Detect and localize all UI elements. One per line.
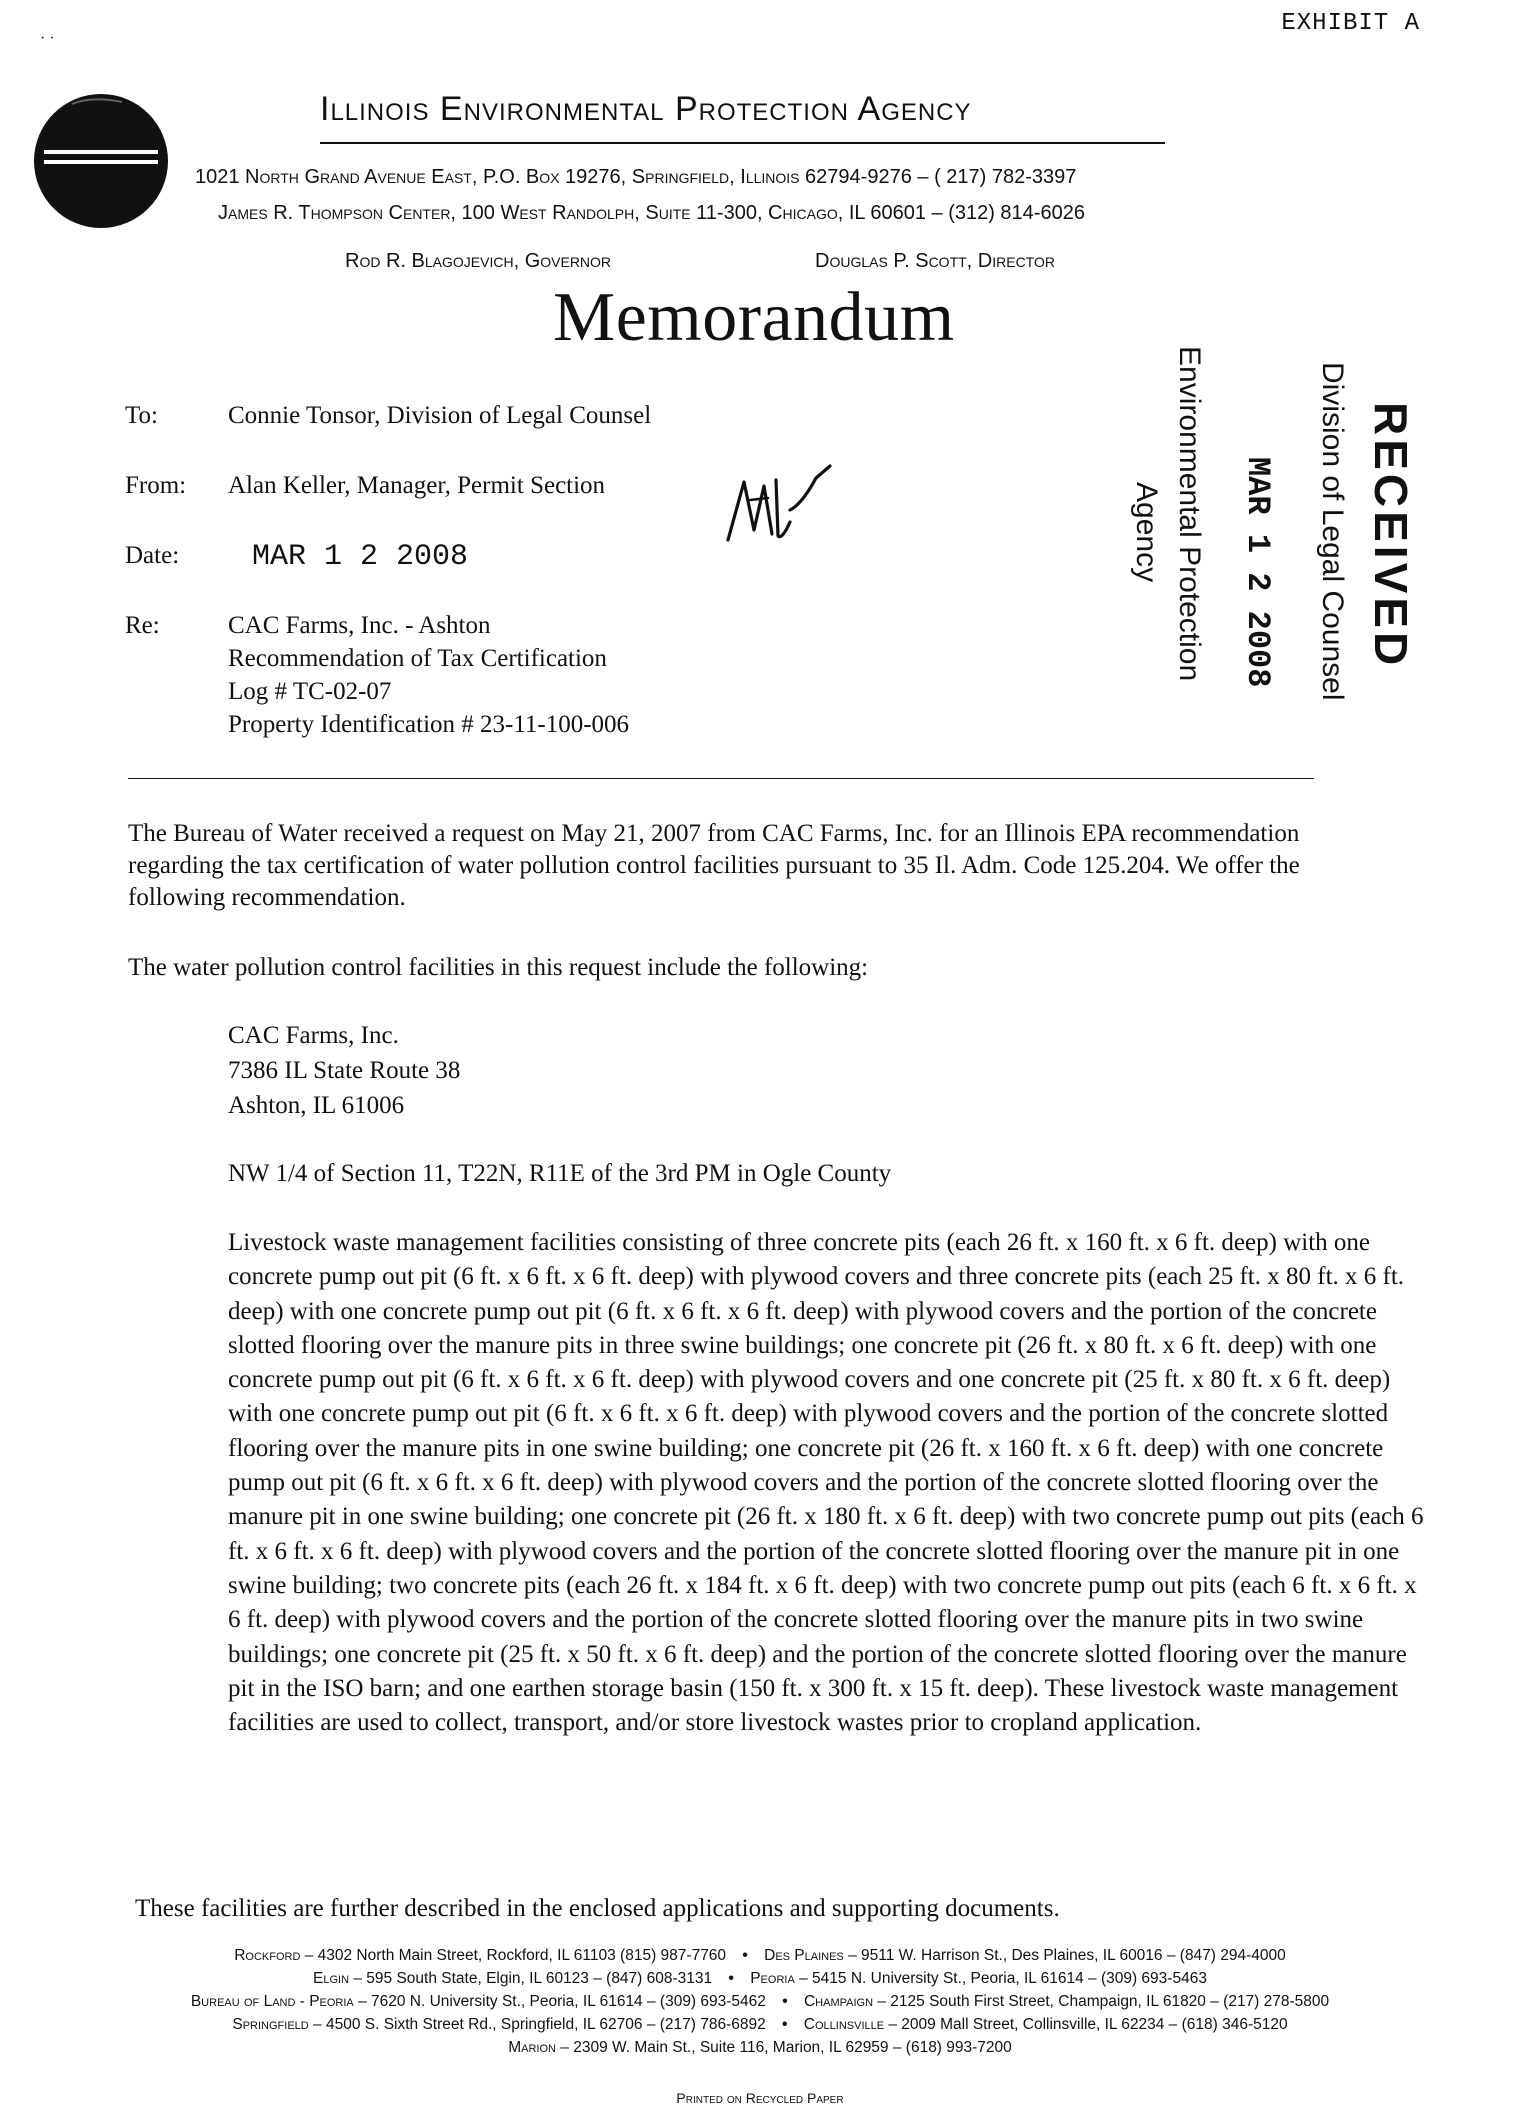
- office-address: – 2309 W. Main St., Suite 116, Marion, IL 62959 – (618) 993-7200: [555, 2039, 1012, 2056]
- governor-name: Rod R. Blagojevich, Governor: [345, 250, 612, 272]
- received-stamp-title: RECEIVED: [1365, 402, 1417, 670]
- bullet-separator: •: [728, 1970, 734, 1987]
- office-name: Springfield: [232, 2016, 309, 2033]
- office-address: – 9511 W. Harrison St., Des Plaines, IL 60016 – (847) 294-4000: [843, 1947, 1286, 1964]
- office-name: Peoria: [750, 1970, 795, 1987]
- re-label: Re:: [125, 612, 160, 639]
- exhibit-label: EXHIBIT A: [1281, 10, 1420, 37]
- received-stamp-agency: Environmental Protection: [1173, 346, 1206, 682]
- memo-title: Memorandum: [553, 279, 955, 356]
- footer-line: [0, 2036, 1520, 2059]
- scan-marks: · ·: [40, 30, 55, 47]
- office-name: Rockford: [234, 1947, 301, 1964]
- from-value: Alan Keller, Manager, Permit Section: [228, 472, 606, 499]
- agency-name: Illinois Environmental Protection Agency: [320, 90, 972, 128]
- footer-line: [0, 1944, 1520, 1967]
- printed-on-recycled-paper: Printed on Recycled Paper: [676, 2090, 844, 2106]
- site-street: 7386 IL State Route 38: [228, 1057, 461, 1084]
- site-city: Ashton, IL 61006: [228, 1092, 405, 1119]
- facility-description: Livestock waste management facilities consisting of three concrete pits (each 26 ft. x 160 ft. x 6 ft. deep) with one concrete pump out pit (6 ft. x 6 ft. x 6 ft. deep) with plywood covers and three concrete pits (each 25 ft. x 80 ft. x 6 ft. deep) with one concrete pump out pit (6 ft. x 6 ft. x 6 ft. deep) with plywood covers and the portion of the concrete slotted flooring over the manure pits in three swine buildings; one concrete pit (26 ft. x 80 ft. x 6 ft. deep) with one concrete pump out pit (6 ft. x 6 ft. x 6 ft. deep) with plywood covers and one concrete pit (25 ft. x 80 ft. x 6 ft. deep) with one concrete pump out pit (6 ft. x 6 ft. x 6 ft. deep) with plywood covers and the portion of the concrete slotted flooring over the manure pits in one swine building; one concrete pit (26 ft. x 160 ft. x 6 ft. deep) with one concrete pump out pit (6 ft. x 6 ft. x 6 ft. deep) with plywood covers and the portion of the concrete slotted flooring over the manure pit in one swine building; one concrete pit (26 ft. x 180 ft. x 6 ft. deep) with two concrete pump out pits (each 6 ft. x 6 ft. x 6 ft. deep) with plywood covers and the portion of the concrete slotted flooring over the manure pit in one swine building; two concrete pits (each 26 ft. x 184 ft. x 6 ft. deep) with two concrete pump out pits (each 6 ft. x 6 ft. x 6 ft. deep) with plywood covers and the portion of the concrete slotted flooring over the manure pits in two swine buildings; one concrete pit (25 ft. x 50 ft. x 6 ft. deep) and the portion of the concrete slotted flooring over the manure pit in the ISO barn; and one earthen storage basin (150 ft. x 300 ft. x 15 ft. deep). These livestock waste management facilities are used to collect, transport, and/or store livestock wastes prior to cropland application.: [228, 1229, 1424, 1737]
- office-address: – 4302 North Main Street, Rockford, IL 61103 (815) 987-7760: [300, 1947, 727, 1964]
- office-address: – 5415 N. University St., Peoria, IL 61614 – (309) 693-5463: [794, 1970, 1207, 1987]
- received-stamp-agency: Agency: [1130, 482, 1163, 583]
- received-stamp-division: Division of Legal Counsel: [1316, 362, 1349, 701]
- to-value: Connie Tonsor, Division of Legal Counsel: [228, 402, 652, 429]
- date-label: Date:: [125, 542, 180, 569]
- re-subject-line: CAC Farms, Inc. - Ashton: [228, 612, 491, 639]
- intro-paragraph: The Bureau of Water received a request on May 21, 2007 from CAC Farms, Inc. for an Illinois EPA recommendation regarding the tax certification of water pollution control facilities pursuant to 35 Il. Adm. Code 125.204. We offer the following recommendation.: [128, 820, 1300, 911]
- footer-line: [0, 1990, 1520, 2013]
- office-name: Collinsville: [803, 2016, 885, 2033]
- director-name: Douglas P. Scott, Director: [815, 250, 1055, 272]
- bullet-separator: •: [782, 2016, 788, 2033]
- re-subject-line: Property Identification # 23-11-100-006: [228, 711, 630, 738]
- date-stamp-value: MAR 1 2 2008: [252, 540, 469, 574]
- from-label: From:: [125, 472, 187, 499]
- footer-line: [0, 2013, 1520, 2036]
- office-name: Bureau of Land - Peoria: [190, 1993, 354, 2010]
- office-address: – 595 South State, Elgin, IL 60123 – (847) 608-3131: [349, 1970, 713, 1987]
- bullet-separator: •: [782, 1993, 788, 2010]
- springfield-address: 1021 North Grand Avenue East, P.O. Box 19276, Springfield, Illinois 62794-9276 – ( 217) 782-3397: [195, 166, 1077, 188]
- office-address: – 7620 N. University St., Peoria, IL 61614 – (309) 693-5462: [353, 1993, 766, 2010]
- to-label: To:: [125, 402, 158, 429]
- fields-divider-rule: [128, 778, 1314, 779]
- site-name: CAC Farms, Inc.: [228, 1022, 399, 1049]
- office-name: Des Plaines: [764, 1947, 844, 1964]
- office-name: Champaign: [803, 1993, 874, 2010]
- chicago-address: James R. Thompson Center, 100 West Randolph, Suite 11-300, Chicago, IL 60601 – (312) 814-6026: [218, 202, 1085, 224]
- office-name: Marion: [508, 2039, 556, 2056]
- re-subject-line: Log # TC-02-07: [228, 678, 392, 705]
- received-stamp-date: MAR 1 2 2008: [1239, 457, 1276, 688]
- re-subject-line: Recommendation of Tax Certification: [228, 645, 607, 672]
- office-address: – 2009 Mall Street, Collinsville, IL 62234 – (618) 346-5120: [884, 2016, 1288, 2033]
- footer-offices: [0, 1944, 1520, 2059]
- footer-line: [0, 1967, 1520, 1990]
- agency-seal-logo-icon: [32, 92, 170, 230]
- site-location: NW 1/4 of Section 11, T22N, R11E of the 3rd PM in Ogle County: [228, 1160, 892, 1187]
- header-rule: [320, 142, 1165, 144]
- office-name: Elgin: [313, 1970, 350, 1987]
- office-address: – 4500 S. Sixth Street Rd., Springfield, IL 62706 – (217) 786-6892: [308, 2016, 766, 2033]
- closing-paragraph: These facilities are further described in the enclosed applications and supporting documents.: [135, 1895, 1060, 1922]
- office-address: – 2125 South First Street, Champaign, IL 61820 – (217) 278-5800: [873, 1993, 1330, 2010]
- bullet-separator: •: [742, 1947, 748, 1964]
- facilities-intro-paragraph: The water pollution control facilities in this request include the following:: [128, 954, 869, 981]
- handwritten-initials-signature: [720, 460, 840, 550]
